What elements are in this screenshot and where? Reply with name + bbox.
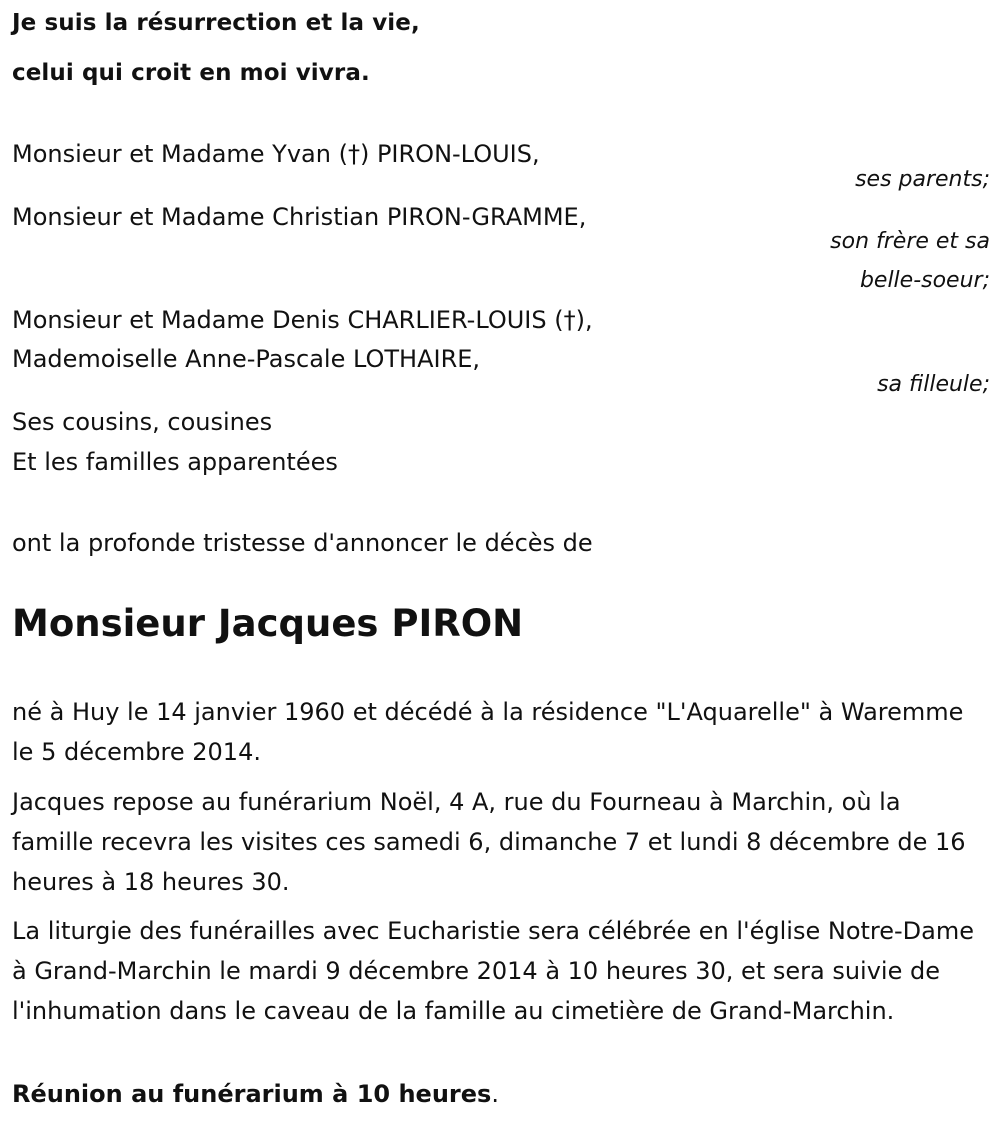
meeting-note [12,1080,499,1108]
relation-parents: ses parents; [855,167,990,192]
meeting-end: . [491,1080,499,1108]
paragraph-birth-death: né à Huy le 14 janvier 1960 et décédé à la résidence "L'Aquarelle" à Waremme le 5 décembre 2014. [12,698,964,766]
deceased-name: Monsieur Jacques PIRON [12,602,524,645]
family-goddaughter: Mademoiselle Anne-Pascale LOTHAIRE, [12,345,481,373]
family-families: Et les familles apparentées [12,448,338,476]
family-brother: Monsieur et Madame Christian PIRON-GRAMME, [12,203,587,231]
announcement: ont la profonde tristesse d'annoncer le décès de [12,529,593,557]
meeting-bold: Réunion au funérarium à 10 heures [12,1080,492,1108]
verse-line-2: celui qui croit en moi vivra. [12,60,370,86]
relation-brother-line-1: son frère et sa [830,229,990,254]
relation-goddaughter: sa filleule; [877,372,990,397]
family-parents: Monsieur et Madame Yvan (†) PIRON-LOUIS, [12,140,540,168]
paragraph-visits: Jacques repose au funérarium Noël, 4 A, rue du Fourneau à Marchin, où la famille recevra les visites ces samedi 6, dimanche 7 et lundi 8 décembre de 16 heures à 18 heures 30. [12,788,966,896]
relation-brother-line-2: belle-soeur; [859,268,990,293]
paragraph-liturgy: La liturgie des funérailles avec Eucharistie sera célébrée en l'église Notre-Dame à Grand-Marchin le mardi 9 décembre 2014 à 10 heures 30, et sera suivie de l'inhumation dans le caveau de la famille au cimetière de Grand-Marchin. [12,917,975,1025]
verse-line-1: Je suis la résurrection et la vie, [12,10,420,36]
family-charlier: Monsieur et Madame Denis CHARLIER-LOUIS (†), [12,306,593,334]
family-cousins: Ses cousins, cousines [12,408,273,436]
